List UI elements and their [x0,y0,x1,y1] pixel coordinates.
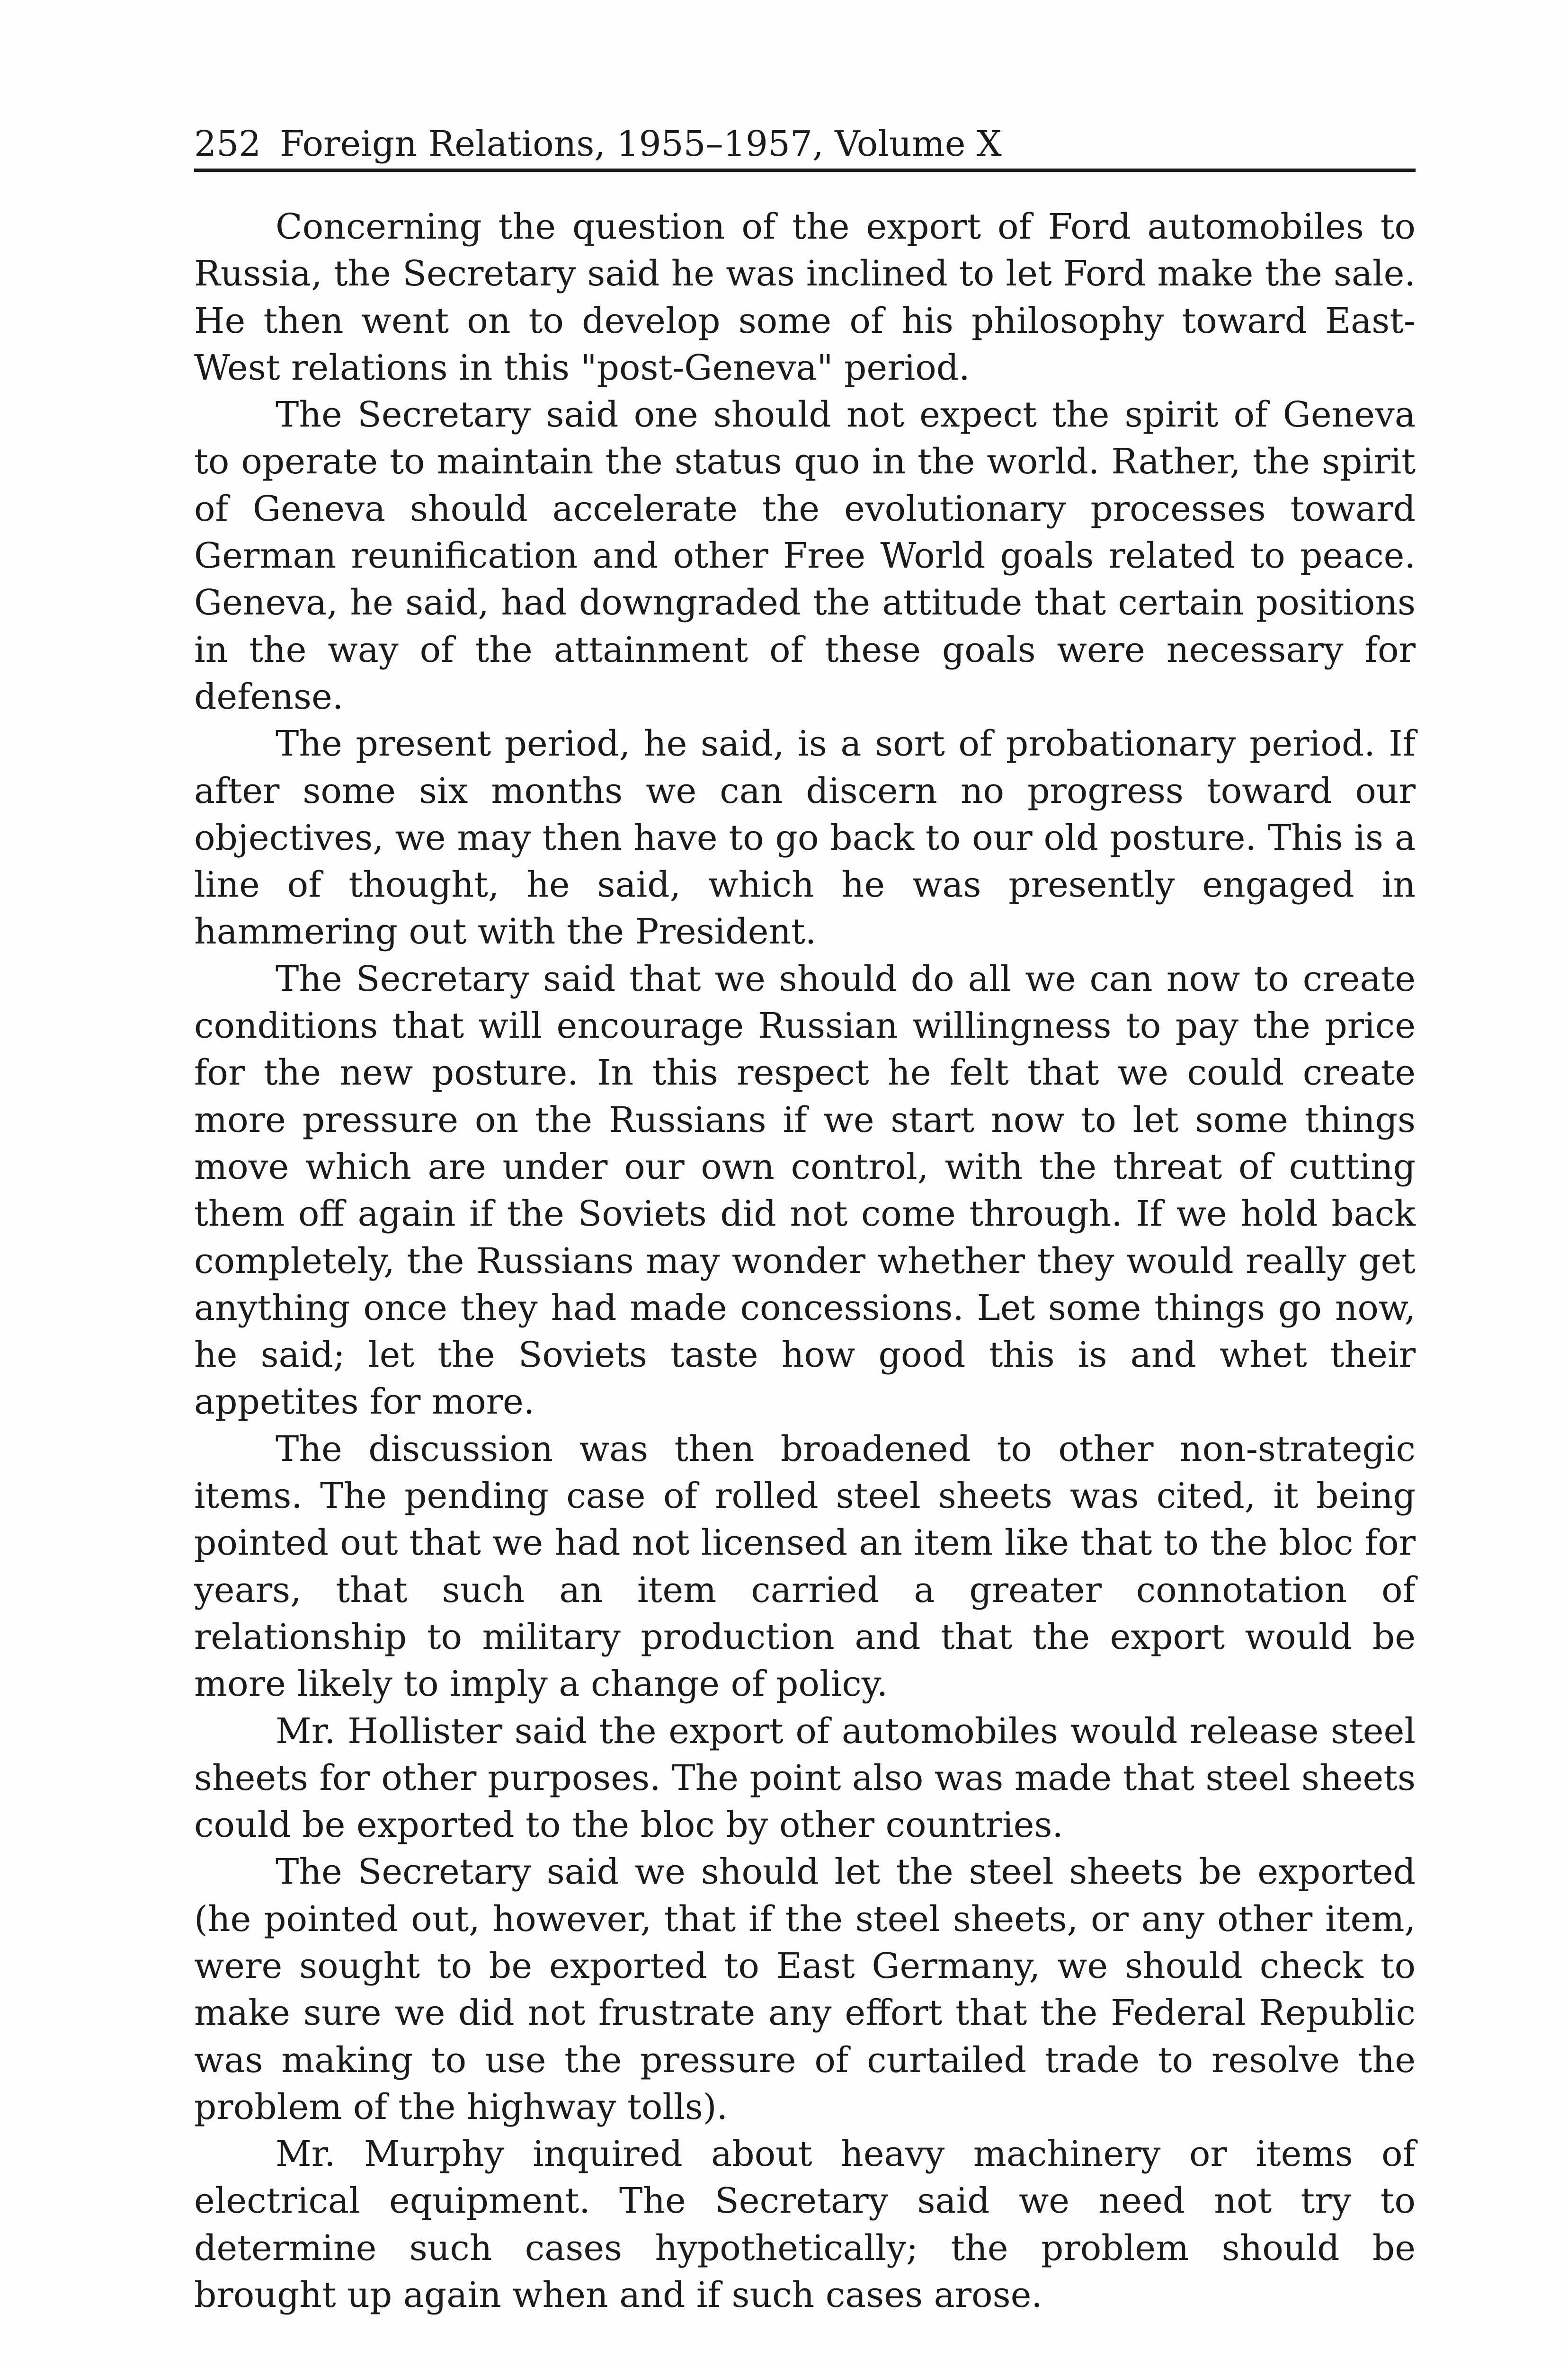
paragraph: The Secretary said that we should do all we can now to create conditions that will encourage Russian willingness to pay the price for the new posture. In this respect he felt that we could create more pressure on the Russians if we start now to let some things move which are under our own control, with the threat of cutting them off again if the Soviets did not come through. If we hold back completely, the Russians may wonder whether they would really get anything once they had made concessions. Let some things go now, he said; let the Soviets taste how good this is and whet their appetites for more. [194,958,1416,1423]
body-text [194,204,1416,2319]
running-title: Foreign Relations, 1955–1957, Volume X [280,124,1002,164]
paragraph: Concerning the question of the export of Ford automobiles to Russia, the Secretary said he was inclined to let Ford make the sale. He then went on to develop some of his philosophy toward East-West relations in this "post-Geneva" period. [194,206,1416,388]
running-header [194,119,1416,172]
paragraph: The present period, he said, is a sort of probationary period. If after some six months we can discern no progress toward our objectives, we may then have to go back to our old posture. This is a line of thought, he said, which he was presently engaged in hammering out with the President. [194,723,1416,952]
paragraph: The Secretary said we should let the steel sheets be exported (he pointed out, however, that if the steel sheets, or any other item, were sought to be exported to East Germany, we should check to make sure we did not frustrate any effort that the Federal Republic was making to use the pressure of curtailed trade to resolve the problem of the highway tolls). [194,1851,1416,2127]
paragraph: The Secretary said one should not expect the spirit of Geneva to operate to maintain the status quo in the world. Rather, the spirit of Geneva should accelerate the evolutionary processes toward German reunification and other Free World goals related to peace. Geneva, he said, had downgraded the attitude that certain positions in the way of the attainment of these goals were necessary for defense. [194,394,1416,717]
paragraph: Mr. Murphy inquired about heavy machinery or items of electrical equipment. The Secretary said we need not try to determine such cases hypothetically; the problem should be brought up again when and if such cases arose. [194,2134,1416,2316]
page-number: 252 [194,124,261,164]
paragraph: Mr. Hollister said the export of automobiles would release steel sheets for other purposes. The point also was made that steel sheets could be exported to the bloc by other countries. [194,1710,1416,1846]
paragraph: The discussion was then broadened to other non-strategic items. The pending case of rolled steel sheets was cited, it being pointed out that we had not licensed an item like that to the bloc for years, that such an item carried a greater connotation of relationship to military production and that the export would be more likely to imply a change of policy. [194,1428,1416,1705]
